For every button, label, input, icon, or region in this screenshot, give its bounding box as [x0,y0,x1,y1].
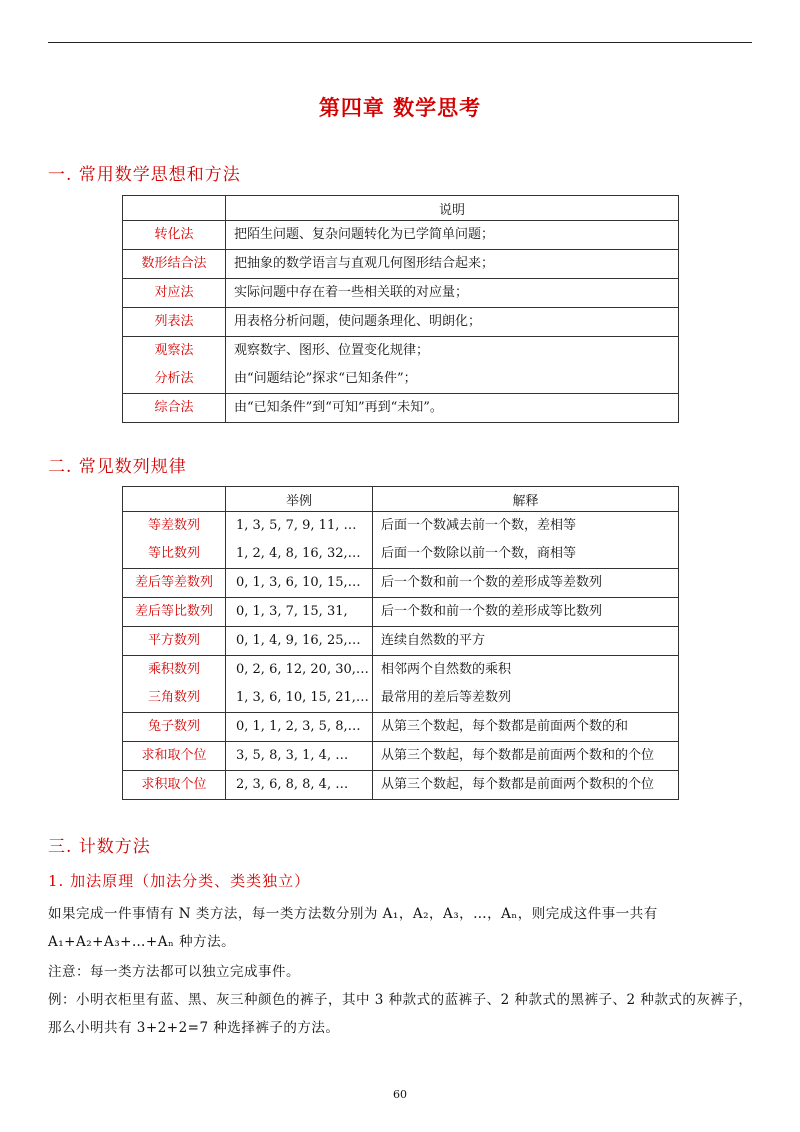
sequence-explain-cell [373,742,679,771]
sequence-explain-cell [373,627,679,656]
sequence-name: 差后等比数列 [134,604,213,619]
method-name-cell [123,394,226,423]
table-row [123,337,679,394]
section3-heading: 三. 计数方法 [48,837,151,857]
table-row [123,569,679,598]
page-number: 60 [393,1088,407,1101]
sequence-name-cell [123,713,226,742]
table-row [123,598,679,627]
method-description-cell [226,394,679,423]
method-name: 分析法 [154,371,194,386]
table-row [123,279,679,308]
sequence-example-cell [226,771,373,800]
sequence-name: 差后等差数列 [134,575,213,590]
header-explain: 解释 [373,487,679,512]
method-name: 观察法 [154,343,194,358]
sequence-name-cell [123,569,226,598]
method-description: 把抽象的数学语言与直观几何图形结合起来； [234,256,495,271]
note-text: 注意：每一类方法都可以独立完成事件。 [48,964,300,980]
sequence-example: 1, 3, 6, 10, 15, 21,… [236,690,369,705]
sequence-explain-cell [373,598,679,627]
sequence-name-cell [123,656,226,713]
example-text: 例：小明衣柜里有蓝、黑、灰三种颜色的裤子，其中 3 种款式的蓝裤子、2 种款式的黑裤子、2 种款式的灰裤子，那么小明共有 3+2+2=7 种选择裤子的方法。 [48,992,753,1036]
sequence-example-cell [226,656,373,713]
method-description-cell [226,279,679,308]
method-name-cell [123,308,226,337]
sequence-explain-cell [373,656,679,713]
sequence-explain-cell [373,569,679,598]
header-rule [48,42,752,43]
sequence-explain: 后面一个数减去前一个数，差相等 [381,518,577,533]
sequence-explain: 最常用的差后等差数列 [381,690,512,705]
sequence-example-cell [226,598,373,627]
table-row [123,394,679,423]
method-description: 把陌生问题、复杂问题转化为已学简单问题； [234,227,495,242]
sequence-example: 0, 2, 6, 12, 20, 30,… [236,662,369,677]
sequence-explain-cell [373,771,679,800]
sequence-table [122,486,679,800]
header-empty-cell [123,487,226,512]
sequence-example-cell [226,742,373,771]
sequence-example: 1, 3, 5, 7, 9, 11, … [236,518,357,533]
sequence-name-cell [123,742,226,771]
sequence-example: 0, 1, 4, 9, 16, 25,… [236,633,361,648]
sequence-name: 三角数列 [147,690,200,705]
method-name: 数形结合法 [141,256,207,271]
table-row [123,221,679,250]
method-description-cell [226,337,679,394]
method-description: 观察数字、图形、位置变化规律； [234,343,430,358]
sequence-example: 0, 1, 1, 2, 3, 5, 8,… [236,719,361,734]
sequence-explain: 后一个数和前一个数的差形成等差数列 [381,575,603,590]
sequence-example: 0, 1, 3, 6, 10, 15,… [236,575,361,590]
method-description: 由“问题结论”探求“已知条件”； [234,371,417,386]
sequence-name: 兔子数列 [147,719,200,734]
table-row [123,713,679,742]
method-name-cell [123,337,226,394]
method-description-cell [226,308,679,337]
sequence-explain-cell [373,512,679,569]
table-row [123,742,679,771]
addition-principle-heading: 1. 加法原理（加法分类、类类独立） [48,872,311,890]
sequence-name-cell [123,512,226,569]
sequence-explain: 从第三个数起，每个数都是前面两个数和的个位 [381,748,655,763]
method-name-cell [123,221,226,250]
section2-heading: 二. 常见数列规律 [48,457,187,477]
sequence-example-cell [226,569,373,598]
table-row [123,627,679,656]
section1-heading: 一. 常用数学思想和方法 [48,165,241,185]
table-row [123,771,679,800]
sequence-explain: 从第三个数起，每个数都是前面两个数积的个位 [381,777,655,792]
sequence-name: 求积取个位 [141,777,207,792]
sequence-name: 等差数列 [147,518,200,533]
sequence-example-cell [226,512,373,569]
method-description: 实际问题中存在着一些相关联的对应量； [234,285,469,300]
method-description: 用表格分析问题，使问题条理化、明朗化； [234,314,482,329]
sequence-name-cell [123,598,226,627]
sequence-explain: 从第三个数起，每个数都是前面两个数的和 [381,719,629,734]
sequence-example-cell [226,713,373,742]
methods-table [122,195,679,423]
sequence-explain: 后一个数和前一个数的差形成等比数列 [381,604,603,619]
method-description-cell [226,221,679,250]
method-description-cell [226,250,679,279]
method-name: 综合法 [154,400,194,415]
sequence-explain: 相邻两个自然数的乘积 [381,662,512,677]
sequence-example: 0, 1, 3, 7, 15, 31, [236,604,348,619]
header-description: 说明 [226,196,679,221]
sequence-explain-cell [373,713,679,742]
table-row [123,250,679,279]
method-name: 转化法 [154,227,194,242]
addition-principle-text: 如果完成一件事情有 N 类方法，每一类方法数分别为 A₁，A₂，A₃，…，Aₙ，则完成这件事一共有 A₁+A₂+A₃+…+Aₙ 种方法。 [48,906,658,950]
table-row [123,512,679,569]
method-name-cell [123,250,226,279]
header-empty-cell [123,196,226,221]
header-example: 举例 [226,487,373,512]
sequence-example-cell [226,627,373,656]
sequence-name: 乘积数列 [147,662,200,677]
sequence-example: 3, 5, 8, 3, 1, 4, … [236,748,349,763]
sequence-name: 求和取个位 [141,748,207,763]
method-name: 对应法 [154,285,194,300]
sequence-explain: 后面一个数除以前一个数，商相等 [381,546,577,561]
table-row [123,308,679,337]
sequence-name-cell [123,771,226,800]
sequence-name: 等比数列 [147,546,200,561]
table-row [123,656,679,713]
sequence-name-cell [123,627,226,656]
sequence-name: 平方数列 [147,633,200,648]
sequence-example: 2, 3, 6, 8, 8, 4, … [236,777,349,792]
sequence-explain: 连续自然数的平方 [381,633,486,648]
chapter-title: 第四章 数学思考 [318,95,482,120]
method-name-cell [123,279,226,308]
sequence-example: 1, 2, 4, 8, 16, 32,… [236,546,361,561]
method-name: 列表法 [154,314,194,329]
method-description: 由“已知条件”到“可知”再到“未知”。 [234,400,443,415]
